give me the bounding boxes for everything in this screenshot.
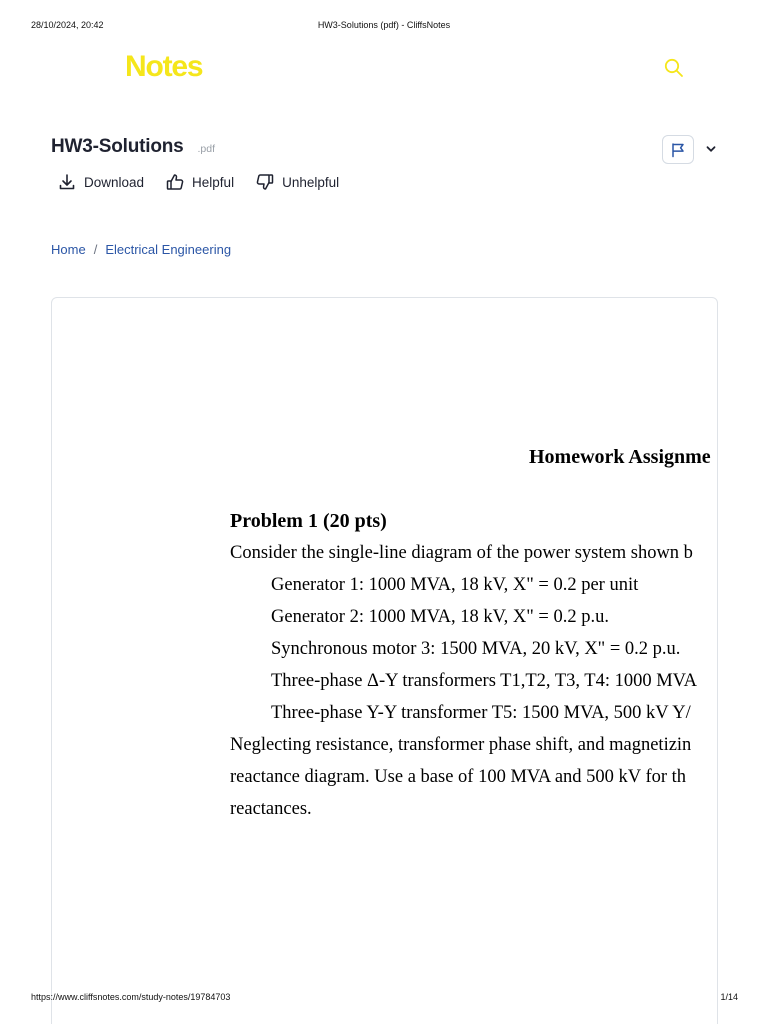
download-icon xyxy=(58,173,76,191)
page-line: Generator 2: 1000 MVA, 18 kV, X" = 0.2 p.u. xyxy=(271,607,609,627)
unhelpful-label: Unhelpful xyxy=(282,174,340,190)
print-header xyxy=(0,20,768,34)
page-line: reactance diagram. Use a base of 100 MVA and 500 kV for th xyxy=(230,767,687,787)
breadcrumb-category-link[interactable]: Electrical Engineering xyxy=(105,242,232,257)
site-logo[interactable]: Notes xyxy=(125,50,203,83)
page-line: Synchronous motor 3: 1500 MVA, 20 kV, X" = 0.2 p.u. xyxy=(271,639,681,659)
print-page-title: HW3-Solutions (pdf) - CliffsNotes xyxy=(317,20,451,30)
thumbs-down-icon xyxy=(256,173,274,191)
page-line: Consider the single-line diagram of the power system shown b xyxy=(230,543,693,563)
print-footer xyxy=(0,992,768,1006)
document-extension: .pdf xyxy=(197,143,216,155)
print-timestamp: 28/10/2024, 20:42 xyxy=(31,20,104,30)
flag-icon xyxy=(670,142,686,158)
more-options-button[interactable] xyxy=(703,141,719,157)
problem-title: Problem 1 (20 pts) xyxy=(230,510,387,532)
unhelpful-button[interactable] xyxy=(256,173,339,191)
search-button[interactable] xyxy=(662,56,686,80)
chevron-down-icon xyxy=(705,143,717,155)
print-page-number: 1/14 xyxy=(720,992,738,1002)
helpful-label: Helpful xyxy=(192,174,235,190)
search-icon xyxy=(664,58,684,78)
page-line: reactances. xyxy=(230,799,312,819)
report-flag-button[interactable] xyxy=(662,135,694,164)
breadcrumb xyxy=(51,242,231,257)
page-heading: Homework Assignme xyxy=(529,446,711,468)
helpful-button[interactable] xyxy=(166,173,234,191)
document-header xyxy=(51,136,215,162)
breadcrumb-home-link[interactable]: Home xyxy=(51,242,86,257)
download-label: Download xyxy=(84,174,145,190)
document-actions xyxy=(58,170,361,194)
print-url: https://www.cliffsnotes.com/study-notes/19784703 xyxy=(31,992,231,1002)
page-line: Three-phase Δ-Y transformers T1,T2, T3, T4: 1000 MVA xyxy=(271,671,698,691)
page-line: Generator 1: 1000 MVA, 18 kV, X" = 0.2 per unit xyxy=(271,575,639,595)
page-line: Three-phase Y-Y transformer T5: 1500 MVA, 500 kV Y/ xyxy=(271,703,691,723)
document-title: HW3-Solutions xyxy=(51,136,184,157)
page-line: Neglecting resistance, transformer phase shift, and magnetizin xyxy=(230,735,692,755)
document-viewer[interactable] xyxy=(51,297,718,1024)
thumbs-up-icon xyxy=(166,173,184,191)
download-button[interactable] xyxy=(58,173,144,191)
breadcrumb-separator: / xyxy=(93,242,98,257)
